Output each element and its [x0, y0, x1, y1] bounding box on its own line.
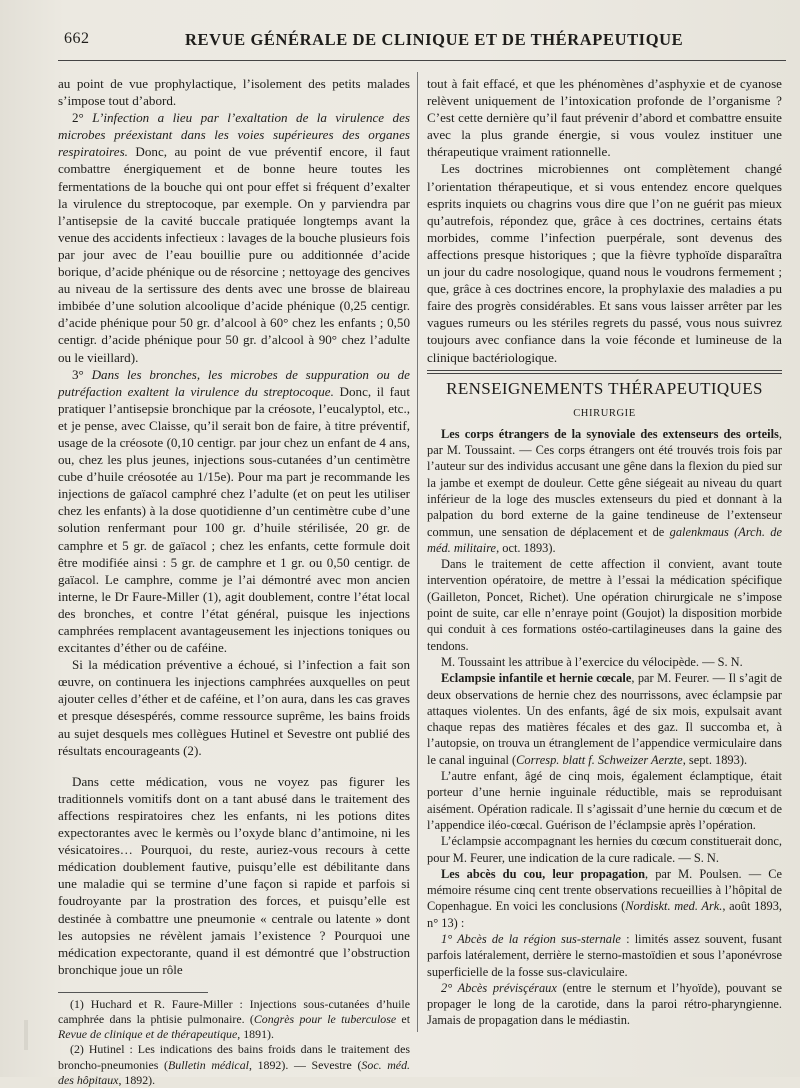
paragraph: au point de vue prophylactique, l’isolement des petits malades s’impose tout d’abord.: [58, 76, 410, 109]
paragraph: [58, 366, 410, 657]
section-rule-top-2: [427, 373, 782, 374]
header-rule: [58, 60, 786, 61]
footnote-text: (1) Huchard et R. Faure-Miller : Injections sous-cutanées d’huile camphrée dans la phtisie pulmonaire. (: [58, 996, 410, 1027]
entry: [427, 670, 782, 768]
right-column: [427, 75, 782, 1029]
entries: [427, 426, 782, 1029]
list-item-text: : limités assez souvent, fusant parfois latéralement, derrière le sterno-mastoïdien et sous l’aponévrose superficielle de la fosse sus-claviculaire.: [427, 931, 782, 979]
section-rule-top: [427, 370, 782, 371]
paragraph: L’autre enfant, âgé de cinq mois, également éclamptique, était porteur d’une hernie inguinale réductible, mais se reproduisant aisément. Opération radicale. Il s’agissait d’une hernie du cœcum et de l’appendice iléo-cœcal. Guérison de l’éclampsie après l’opération.: [427, 769, 782, 832]
list-number: 2°: [72, 110, 84, 126]
footnote-italic: Bulletin médical: [168, 1057, 249, 1072]
entry-italic: Nordiskt. med. Ark.: [625, 899, 723, 914]
entry-text: , août 1893, n° 13) :: [427, 899, 782, 930]
column-divider: [417, 72, 418, 1032]
section-title: RENSEIGNEMENTS THÉRAPEUTIQUES: [446, 378, 763, 398]
list-item-heading: 2° Abcès prévisçéraux: [441, 980, 557, 995]
entry: [427, 426, 782, 556]
paragraph: Dans le traitement de cette affection il convient, avant toute intervention opératoire, de mettre à l’essai la médication spécifique (Gailleton, Poncet, Richet). Une opération chirurgicale ne s’impose point de suite, car elle n’enraye point (Goujot) la disposition morbide qui conduit à ces formations ostéo-cartilagineuses dans la gaine des tendons.: [427, 557, 782, 653]
paragraph: Dans cette médication, vous ne voyez pas figurer les traditionnels vomitifs dont on a tant abusé dans le traitement des affections respiratoires chez les enfants, ni les potions dites expectorantes avec le kermès ou l’oxyde blanc d’antimoine, ni les vésicatoires… Pourquoi, du reste, auriez-vous recours à cette médication doublement fautive, puisqu’elle est débilitante dans une maladie qui se termine d’une façon si rapide et parfois si foudroyante par la prostration des forces, et puisqu’elle est destinée à combattre une pneumonie « centrale ou latente » dont les autopsies ne révèlent jamais l’existence ? Pourquoi une médication expectorante, quand il est démontré que l’obstruction bronchique joue un rôle: [58, 773, 410, 977]
entry-text: , oct. 1893).: [496, 540, 556, 555]
footnote-italic: Soc. méd. des hôpitaux: [58, 1057, 411, 1087]
left-column: [58, 75, 410, 1088]
footnote-text: et: [396, 1012, 411, 1027]
scan-edge-mark: [24, 1020, 28, 1050]
paragraph: [58, 109, 410, 365]
paragraph: Les doctrines microbiennes ont complètement changé l’orientation thérapeutique, et si vous entendez encore quelques esprits inquiets ou chagrins vous dire que l’on ne guérit pas mieux qu’autrefois, répondez que, grâce à ces doctrines, certains états morbides, comme l’infection puerpérale, sont devenus des affections presque historiques ; que la fièvre typhoïde disparaîtra un jour du cadre nosologique, quand nous le voudrons fermement ; que, grâce à ces doctrines encore, la prophylaxie des maladies a pu faire des progrès considérables. Et sans vous laisser arrêter par les vagues rumeurs ou les stériles regrets du passé, vous nous suivrez toujours avec confiance dans la voie féconde et lumineuse de la clinique bactériologique.: [427, 161, 782, 365]
footnote-text: , 1891).: [237, 1027, 274, 1042]
page-number: 662: [64, 30, 90, 47]
subsection-title: CHIRURGIE: [573, 407, 636, 419]
paragraph: tout à fait effacé, et que les phénomènes d’asphyxie et de cyanose relèvent uniquement de l’intoxication profonde de l’organisme ? C’est cette dernière qu’il faut prévenir d’abord et combattre ensuite avec la plus grande énergie, si vous voulez instituer une thérapeutique vraiment rationnelle.: [427, 76, 782, 160]
footnote: [58, 1042, 410, 1088]
list-item: [427, 980, 782, 1029]
footnote-italic: Revue de clinique et de thérapeutique: [58, 1027, 238, 1042]
entry-title: Les corps étrangers de la synoviale des extenseurs des orteils: [441, 426, 779, 441]
page-header: [60, 28, 785, 54]
entry-text: , par M. Feurer. — Il s’agit de deux observations de hernie chez des nourrissons, avec éclampsie par attaques violentes. Un des enfants, âgé de six mois, expulsait avant chaque repas des matières fécales et des gaz. Il succomba et, à l’autopsie, on trouva un étranglement de l’appendice vermiculaire dans le canal inguinal (: [427, 671, 783, 767]
list-item-heading: 1° Abcès de la région sus-sternale: [441, 931, 621, 946]
footnote-text: (2) Hutinel : Les indications des bains froids dans le traitement des broncho-pneumonies (: [58, 1042, 410, 1072]
footnote-text: , 1892). — Sevestre (: [248, 1057, 362, 1072]
spacer: [58, 759, 410, 773]
entry-title: Eclampsie infantile et hernie cœcale: [441, 671, 632, 686]
entry-text: , par M. Toussaint. — Ces corps étrangers ont été trouvés trois fois par l’auteur sur des individus accusant une gêne dans la flexion du pied sur la jambe et exempt de douleur. Cette gêne siégeait au niveau du quart inférieur de la loge des muscles extenseurs du pied et donnant à la palpation du bord externe de la gaine tendineuse de l’extenseur commun, une sensation de déplacement et de: [427, 426, 782, 539]
entry-italic: galenkmaus (Arch. de méd. militaire: [427, 524, 782, 555]
footnote-text: , 1892).: [118, 1072, 156, 1087]
running-title: REVUE GÉNÉRALE DE CLINIQUE ET DE THÉRAPEUTIQUE: [185, 30, 684, 49]
paragraph: Si la médication préventive a échoué, si l’infection a fait son œuvre, on continuera les injections camphrées auxquelles on peut ajouter celles d’éther et de caféine, et l’on aura, dans les cas graves et presque désespérés, comme ressource suprême, les bains froids au sujet desquels mes collègues Hutinel et Sevestre ont publié des résultats encourageants (2).: [58, 657, 410, 758]
paragraph-text: Donc, au point de vue préventif encore, il faut combattre énergiquement et de bonne heure toutes les fermentations de la bouche qui ont pour effet si fréquent d’exalter la virulence du streptocoque, par exemple. On y parviendra par l’antisepsie de la cavité buccale pratiquée longtemps avant la venue des accidents infectieux : lavages de la bouche plusieurs fois par jour avec de l’eau bouillie pure ou additionnée d’acide borique, d’acide phénique ou de résorcine ; nettoyage des gencives au niveau de la sertissure des dents avec une brosse de blaireau imbibée d’une solution alcoolique d’acide phénique (0,25 centigr. d’acide phénique pour 50 gr. d’alcool à 60° chez les enfants ; 0,50 centigr. d’acide phénique pour 50 gr. d’alcool à 90° chez l’adulte ou le vieillard).: [58, 144, 410, 365]
italic-heading: Dans les bronches, les microbes de suppuration ou de putréfaction exaltent la virulence du streptocoque.: [58, 366, 410, 399]
italic-heading: L’infection a lieu par l’exaltation de la virulence des microbes préexistant dans les voies supérieures des organes respiratoires.: [58, 110, 410, 160]
list-number: 3°: [72, 366, 84, 382]
footnote-italic: Congrès pour le tuberculose: [253, 1012, 397, 1027]
paragraph: L’éclampsie accompagnant les hernies du cœcum constituerait donc, pour M. Feurer, une indication de la cure radicale. — S. N.: [427, 834, 782, 865]
footnote: [58, 997, 410, 1043]
entry-italic: Corresp. blatt f. Schweizer Aerzte: [516, 752, 683, 767]
entry-text: , sept. 1893).: [682, 752, 748, 767]
footnote-rule: [58, 992, 208, 993]
paragraph-text: Donc, il faut pratiquer l’antisepsie bronchique par la créosote, l’eucalyptol, etc., et je pense, avec Claisse, qu’il serait bon de faire, à titre préventif, usage de la créosote (0,10 centigr. par jour chez un enfant de 4 ans, ou, chez les plus jeunes, injections sous-cutanées d’un centimètre cube d’huile créosotée au 1/15e). Pour ma part je recommande les injections de gaïacol camphré chez l’adulte (et on peut les utiliser chez les enfants) à la dose quotidienne d’un centimètre cube d’une solution renfermant pour 100 gr. d’huile stérilisée, 20 gr. de camphre et 5 gr. de gaïacol ; chez les enfants, cette formule doit être modifiée ainsi : 5 gr. de camphre et 1 gr. ou 0,50 centigr. de gaïacol. Le camphre, comme je l’ai démontré avec mon ancien interne, le Dr Faure-Miller (1), agit doublement, contre l’état local des bronches, et contre l’état général, puisque les injections camphrées remplacent avantageusement les injections toniques ou excitantes d’éther ou de caféine.: [58, 383, 410, 656]
entry-text: , par M. Poulsen. — Ce mémoire résume cinq cent trente observations recueillies à l’hôpital de Copenhague. En voici les conclusions (: [427, 866, 782, 914]
list-item: [427, 931, 782, 980]
entry-title: Les abcès du cou, leur propagation: [441, 866, 646, 881]
list-item-text: (entre le sternum et l’hyoïde), pouvant se propager le long de la carotide, dans la paroi rétro-pharyngienne. Jamais de propagation dans le médiastin.: [427, 980, 783, 1028]
paragraph: M. Toussaint les attribue à l’exercice du vélocipède. — S. N.: [441, 654, 743, 669]
entry: [427, 866, 782, 931]
